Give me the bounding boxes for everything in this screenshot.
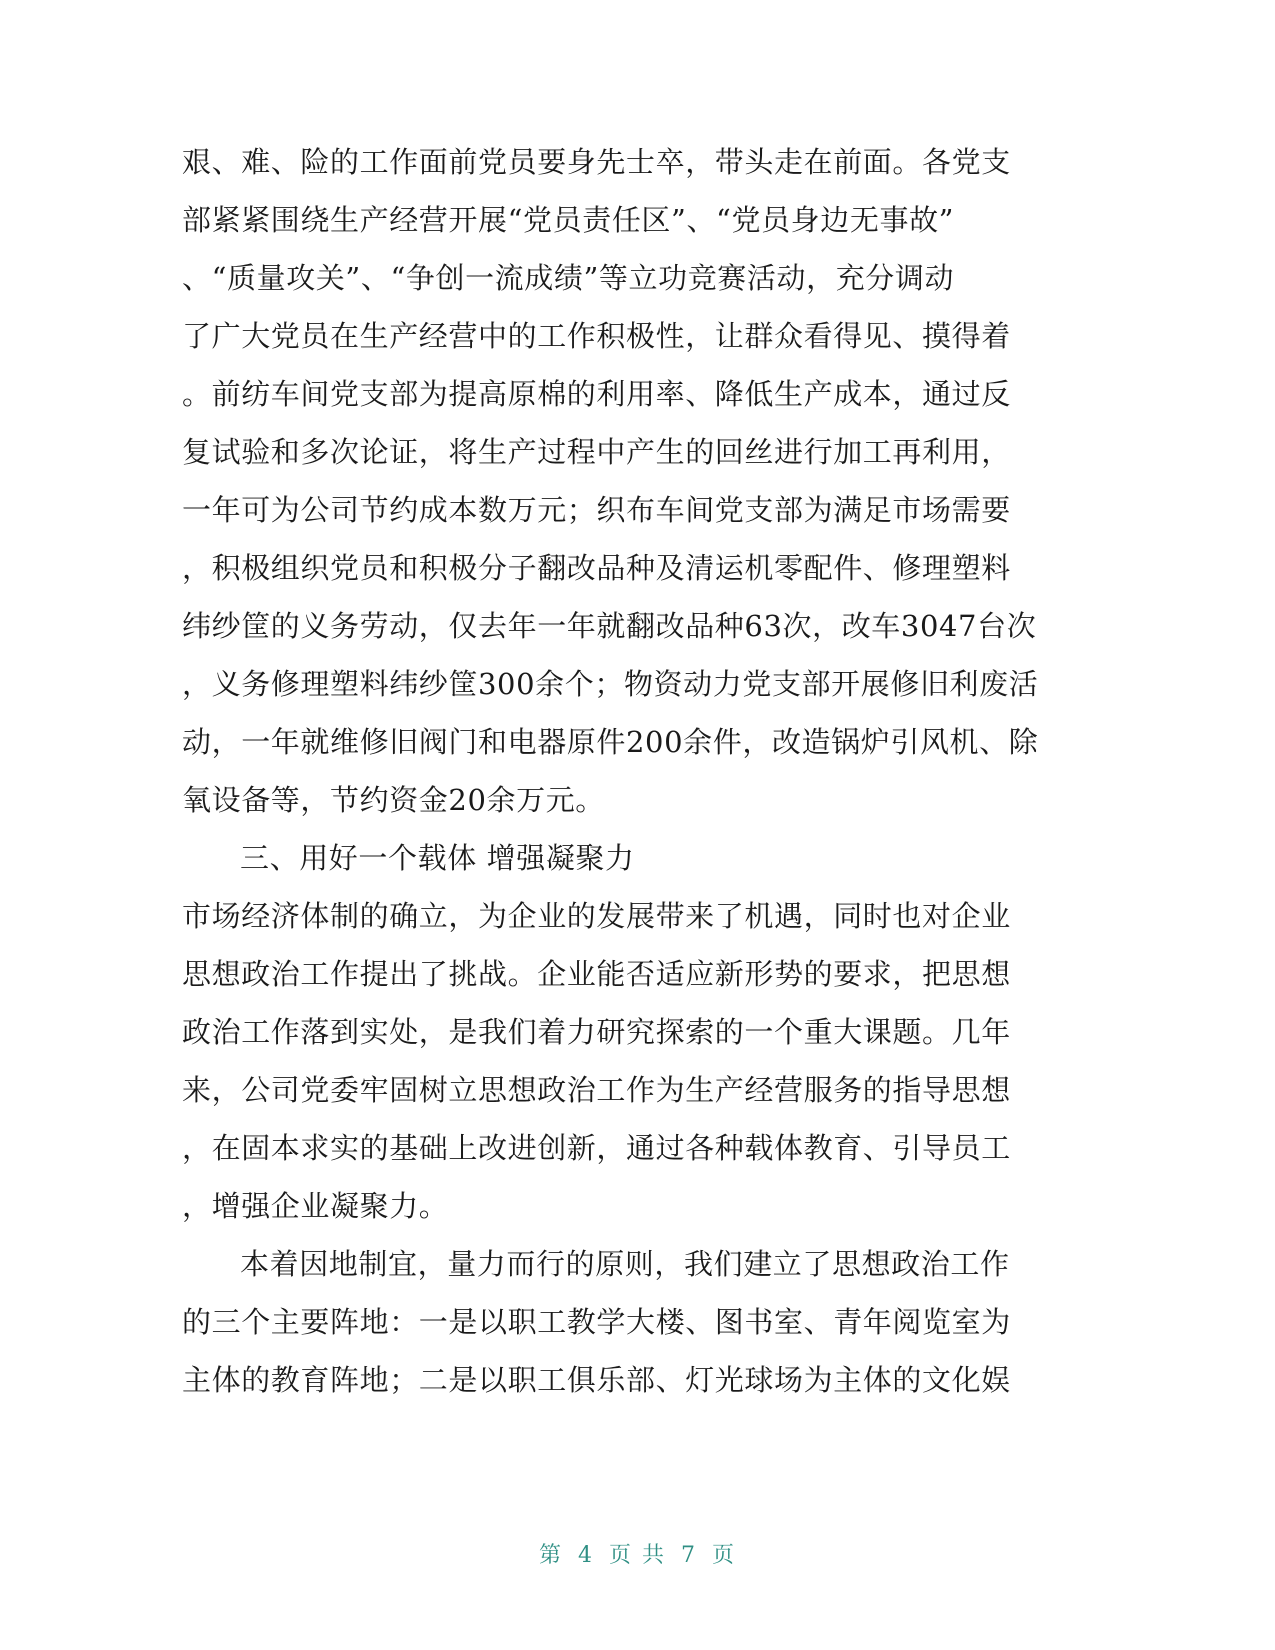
text-line: 本着因地制宜，量力而行的原则，我们建立了思想政治工作	[240, 1247, 1010, 1281]
text-line: 部紧紧围绕生产经营开展“党员责任区”、“党员身边无事故”	[182, 203, 955, 237]
footer-suffix: 页	[712, 1543, 737, 1568]
text-line: 复试验和多次论证，将生产过程中产生的回丝进行加工再利用，	[182, 435, 1011, 469]
text-line: ，在固本求实的基础上改进创新，通过各种载体教育、引导员工	[182, 1131, 1011, 1165]
current-page-number: 4	[578, 1543, 594, 1568]
text-line: 来，公司党委牢固树立思想政治工作为生产经营服务的指导思想	[182, 1073, 1011, 1107]
text-line: 氧设备等，节约资金20余万元。	[182, 783, 605, 817]
text-line: 。前纺车间党支部为提高原棉的利用率、降低生产成本，通过反	[182, 377, 1011, 411]
footer-prefix: 第	[538, 1543, 563, 1568]
text-line: 思想政治工作提出了挑战。企业能否适应新形势的要求，把思想	[182, 957, 1011, 991]
text-line: 政治工作落到实处，是我们着力研究探索的一个重大课题。几年	[182, 1015, 1011, 1049]
text-line: 的三个主要阵地：一是以职工教学大楼、图书室、青年阅览室为	[182, 1305, 1011, 1339]
text-line: ，义务修理塑料纬纱筐300余个；物资动力党支部开展修旧利废活	[182, 667, 1039, 701]
text-line: 一年可为公司节约成本数万元；织布车间党支部为满足市场需要	[182, 493, 1011, 527]
text-line: 纬纱筐的义务劳动，仅去年一年就翻改品种63次，改车3047台次	[182, 609, 1037, 643]
text-line: 艰、难、险的工作面前党员要身先士卒，带头走在前面。各党支	[182, 145, 1011, 179]
text-line: 了广大党员在生产经营中的工作积极性，让群众看得见、摸得着	[182, 319, 1011, 353]
text-line: ，积极组织党员和积极分子翻改品种及清运机零配件、修理塑料	[182, 551, 1011, 585]
page-footer	[0, 1538, 1275, 1569]
text-line: ，增强企业凝聚力。	[182, 1189, 449, 1223]
text-line: 主体的教育阵地；二是以职工俱乐部、灯光球场为主体的文化娱	[182, 1363, 1011, 1397]
text-line: 市场经济体制的确立，为企业的发展带来了机遇，同时也对企业	[182, 899, 1011, 933]
text-line: 动，一年就维修旧阀门和电器原件200余件，改造锅炉引风机、除	[182, 725, 1039, 759]
footer-middle: 页 共	[609, 1543, 666, 1568]
text-line: 、“质量攻关”、“争创一流成绩”等立功竞赛活动，充分调动	[182, 261, 955, 295]
total-pages-number: 7	[681, 1543, 697, 1568]
section-heading: 三、用好一个载体 增强凝聚力	[240, 841, 635, 875]
